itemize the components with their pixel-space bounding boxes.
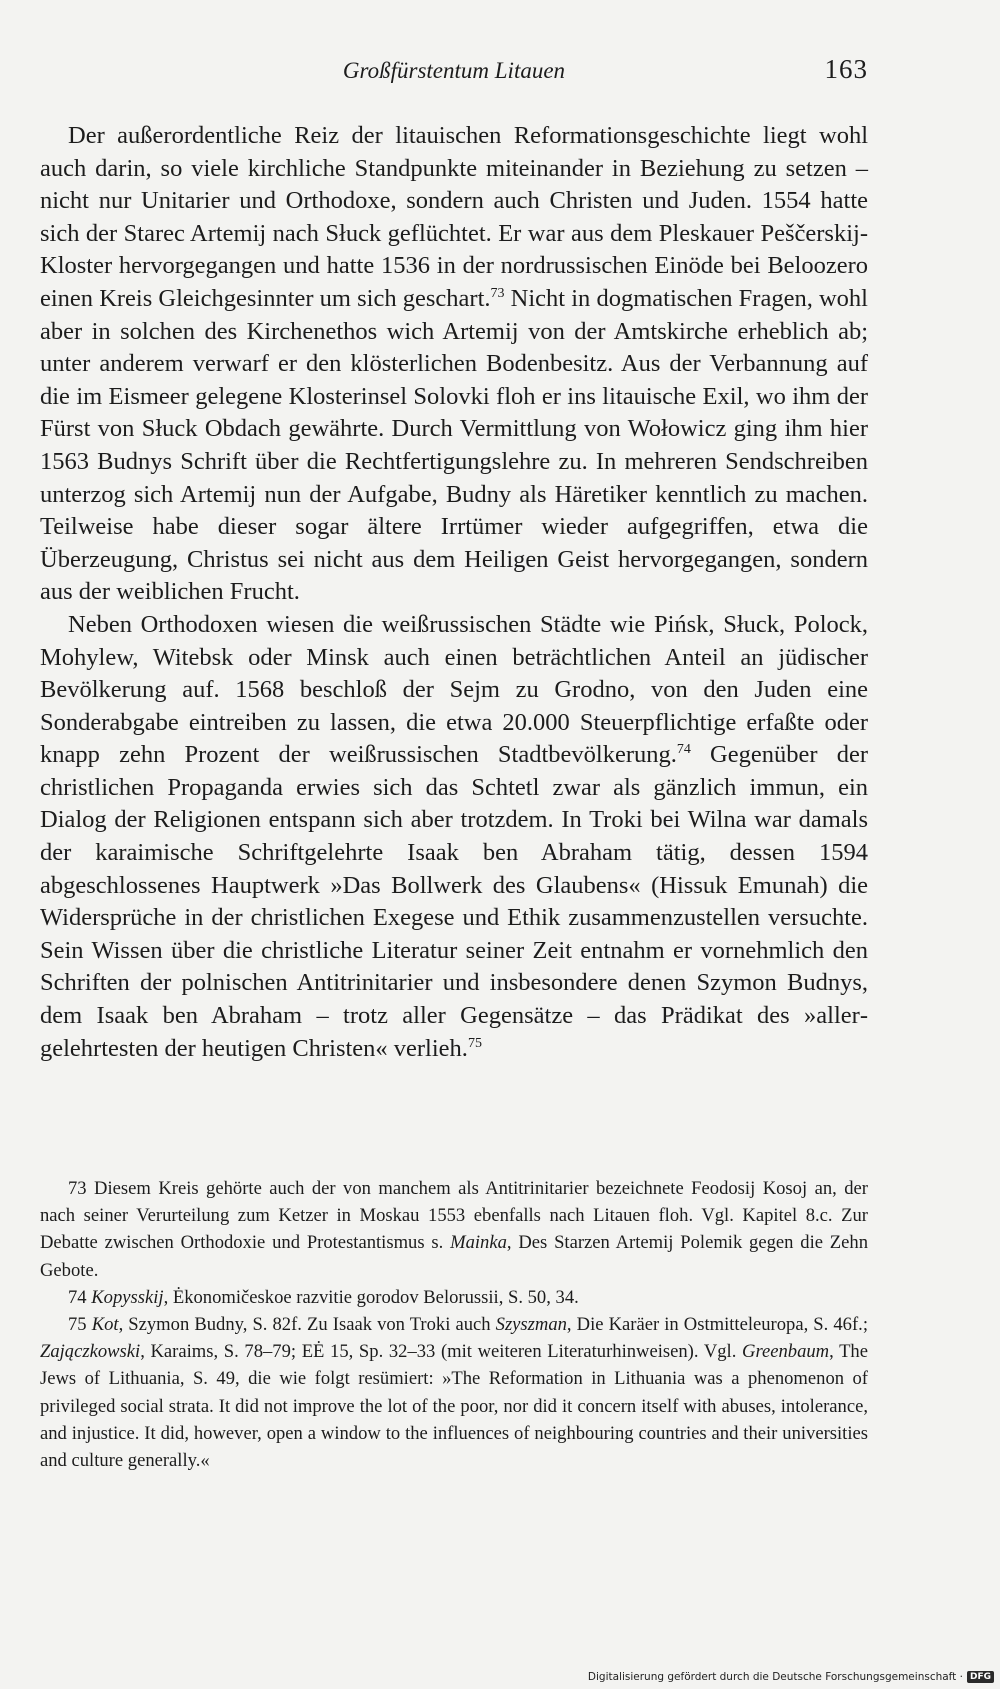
dfg-logo-icon: DFG	[967, 1671, 994, 1683]
paragraph-1: Der außerordentliche Reiz der litauischen Reformationsgeschichte liegt wohl auch darin, so viele kirchliche Standpunkte miteinander in Beziehung zu setzen – nicht nur Unitarier und Orthodoxe, sondern auch Christen und Juden. 1554 hatte sich der Starec Artemij nach Słuck geflüchtet. Er war aus dem Pleskauer Peščerskij-Kloster hervorgegangen und hatte 1536 in der nordrussischen Einöde bei Beloozero einen Kreis Gleichgesinnter um sich geschart.$^{73}$ Nicht in dogmatischen Fragen, wohl aber in solchen des Kirchenethos wich Artemij von der Amtskirche erheblich ab; unter anderem verwarf er den klösterlichen Bodenbesitz. Aus der Verbannung auf die im Eismeer gelegene Klosterinsel Solovki floh er ins litauische Exil, wo ihm der Fürst von Słuck Obdach gewährte. Durch Vermittlung von Wołowicz ging ihm hier 1563 Budnys Schrift über die Rechtfertigungslehre zu. In mehreren Sendschreiben unterzog sich Artemij nun der Aufgabe, Budny als Häretiker kenntlich zu machen. Teilweise habe dieser sogar ältere Irrtümer wieder aufgegriffen, etwa die Überzeugung, Christus sei nicht aus dem Heiligen Geist hervorgegangen, sondern aus der weiblichen Frucht.	[40, 122, 868, 606]
cited-author: Zajączkowski	[40, 1341, 141, 1363]
running-head	[40, 52, 868, 92]
footnote-74: 74 Kopysskij, Ėkonomičeskoe razvitie gorodov Belorussii, S. 50, 34.	[68, 1286, 579, 1308]
cited-author: Greenbaum	[742, 1341, 830, 1363]
footnote-75: 75 Kot, Szymon Budny, S. 82f. Zu Isaak von Troki auch Szyszman, Die Karäer in Ostmitteleuropa, S. 46f.; Zajączkowski, Karaims, S. 78–79; EĖ 15, Sp. 32–33 (mit weiteren Literaturhinweisen). Vgl. Greenbaum, The Jews of Lithuania, S. 49, die wie folgt resümiert: »The Reformation in Lithuania was a phenomenon of privileged social strata. It did not improve the lot of the poor, nor did it concern itself with abuses, intolerance, and injustice. It did, however, open a window to the influences of neighbouring countries and their universities and culture generally.«	[40, 1314, 868, 1472]
footnote-ref: 75	[467, 1035, 482, 1051]
footnote-73: 73 Diesem Kreis gehörte auch der von manchem als Antitrinitarier bezeichnete Feodosij Kosoj an, der nach seiner Verurteilung zum Ketzer in Moskau 1553 ebenfalls nach Litauen floh. Vgl. Kapitel 8.c. Zur Debatte zwischen Orthodoxie und Protestantismus s. Mainka, Des Starzen Artemij Polemik gegen die Zehn Gebote.	[40, 1178, 868, 1281]
running-head-title: Großfürstentum Litauen	[342, 58, 566, 83]
cited-author: Szyszman	[495, 1314, 567, 1336]
footnote-ref: 73	[490, 285, 505, 301]
digitization-banner	[588, 1667, 994, 1687]
footnote-ref: 74	[676, 742, 691, 758]
page-number: 163	[824, 54, 868, 84]
paragraph-2: Neben Orthodoxen wiesen die weißrussischen Städte wie Pińsk, Słuck, Polock, Mohylew, Witebsk oder Minsk auch einen beträchtlichen Anteil an jüdischer Bevölkerung auf. 1568 beschloß der Sejm zu Grodno, von den Juden eine Sonderabgabe eintreiben zu lassen, die etwa 20.000 Steuerpflichtige erfaßte oder knapp zehn Prozent der weißrussischen Stadtbevölkerung.$^{74}$ Gegenüber der christlichen Propaganda erwies sich das Schtetl zwar als gänzlich immun, ein Dialog der Religionen entspann sich aber trotzdem. In Troki bei Wilna war damals der karaimische Schriftgelehrte Isaak ben Abraham tätig, dessen 1594 abgeschlossenes Hauptwerk »Das Bollwerk des Glaubens« (Hissuk Emunah) die Widersprüche in der christlichen Exegese und Ethik zusammenzustellen versuchte. Sein Wissen über die christliche Literatur seiner Zeit entnahm er vornehmlich den Schriften der polnischen Antitrinitarier und insbesondere denen Szymon Budnys, dem Isaak ben Abraham – trotz aller Gegensätze – das Prädikat des »allergelehrtesten der heutigen Christen« verlieh.$^{75}$	[40, 610, 869, 1062]
cited-author: Mainka	[450, 1232, 507, 1254]
body-text	[40, 120, 868, 1065]
footnotes	[40, 1175, 868, 1474]
cited-author: Kot	[91, 1314, 119, 1336]
cited-author: Kopysskij	[91, 1286, 164, 1308]
banner-text: Digitalisierung gefördert durch die Deutsche Forschungsgemeinschaft ·	[587, 1671, 963, 1683]
